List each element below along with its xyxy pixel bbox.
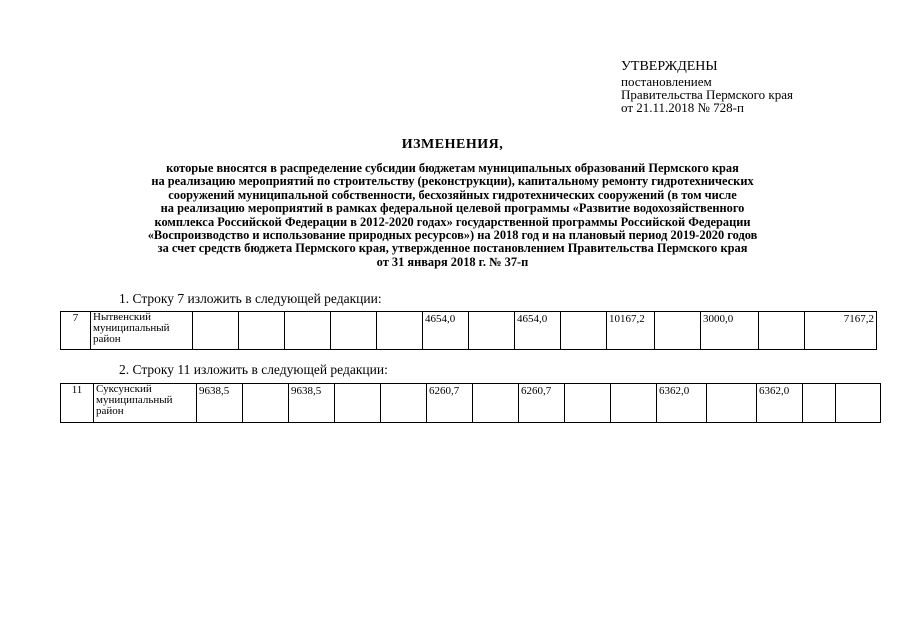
- subtitle-line: на реализацию мероприятий по строительству (реконструкции), капитальному ремонту гидротехнических: [151, 174, 754, 189]
- table-cell: [707, 384, 757, 423]
- subtitle-line: за счет средств бюджета Пермского края, утвержденное постановлением Правительства Пермского края: [157, 241, 748, 256]
- subtitle-line: сооружений муниципальной собственности, бесхозяйных гидротехнических сооружений (в том числе: [168, 187, 737, 202]
- table-cell: [331, 312, 377, 350]
- approval-heading: УТВЕРЖДЕНЫ: [621, 59, 718, 74]
- table-cell: [381, 384, 427, 423]
- table-cell: 4654,0: [423, 312, 469, 350]
- table-row-7: [60, 311, 877, 350]
- table-cell: [239, 312, 285, 350]
- approval-line: постановлением: [621, 74, 712, 89]
- table-cell: [469, 312, 515, 350]
- district-name: Суксунский муниципальный район: [94, 384, 197, 423]
- table-cell: [611, 384, 657, 423]
- table-cell: [377, 312, 423, 350]
- table-cell: [565, 384, 611, 423]
- document-subtitle: [60, 162, 845, 269]
- subtitle-line: «Воспроизводство и использование природных ресурсов») на 2018 год и на плановый период 2019-2020 годов: [147, 228, 758, 243]
- approval-line: Правительства Пермского края: [621, 87, 793, 102]
- document-title: ИЗМЕНЕНИЯ,: [401, 137, 504, 152]
- table-cell: 6260,7: [427, 384, 473, 423]
- row-number: 7: [61, 312, 91, 350]
- table-cell: 10167,2: [607, 312, 655, 350]
- table-cell: 9638,5: [197, 384, 243, 423]
- subtitle-line: от 31 января 2018 г. № 37-п: [376, 254, 529, 269]
- row-number: 11: [61, 384, 94, 423]
- approval-stamp: [621, 59, 793, 114]
- table-cell: [335, 384, 381, 423]
- table-cell: 6362,0: [657, 384, 707, 423]
- table-cell: [759, 312, 805, 350]
- table-row-11: [60, 383, 881, 423]
- table-cell: [243, 384, 289, 423]
- table-cell: [561, 312, 607, 350]
- table-cell: 4654,0: [515, 312, 561, 350]
- table-cell: [285, 312, 331, 350]
- table-cell: [836, 384, 881, 423]
- district-name: Нытвенский муниципальный район: [91, 312, 193, 350]
- instruction-row-11: 2. Строку 11 изложить в следующей редакции:: [119, 362, 388, 377]
- subtitle-line: комплекса Российской Федерации в 2012-2020 годах» государственной программы Российской Федерации: [154, 214, 751, 229]
- approval-line: от 21.11.2018 № 728-п: [621, 100, 744, 115]
- table-cell: 6260,7: [519, 384, 565, 423]
- table-cell: 6362,0: [757, 384, 803, 423]
- table-cell: [193, 312, 239, 350]
- subtitle-line: на реализацию мероприятий в рамках федеральной целевой программы «Развитие водохозяйственного: [160, 201, 745, 216]
- instruction-row-7: 1. Строку 7 изложить в следующей редакции:: [119, 291, 382, 306]
- table-cell: [473, 384, 519, 423]
- table-cell: 7167,2: [805, 312, 877, 350]
- table-cell: [655, 312, 701, 350]
- table-cell: 9638,5: [289, 384, 335, 423]
- table-cell: [803, 384, 836, 423]
- table-cell: 3000,0: [701, 312, 759, 350]
- subtitle-line: которые вносятся в распределение субсидии бюджетам муниципальных образований Пермского края: [166, 161, 739, 175]
